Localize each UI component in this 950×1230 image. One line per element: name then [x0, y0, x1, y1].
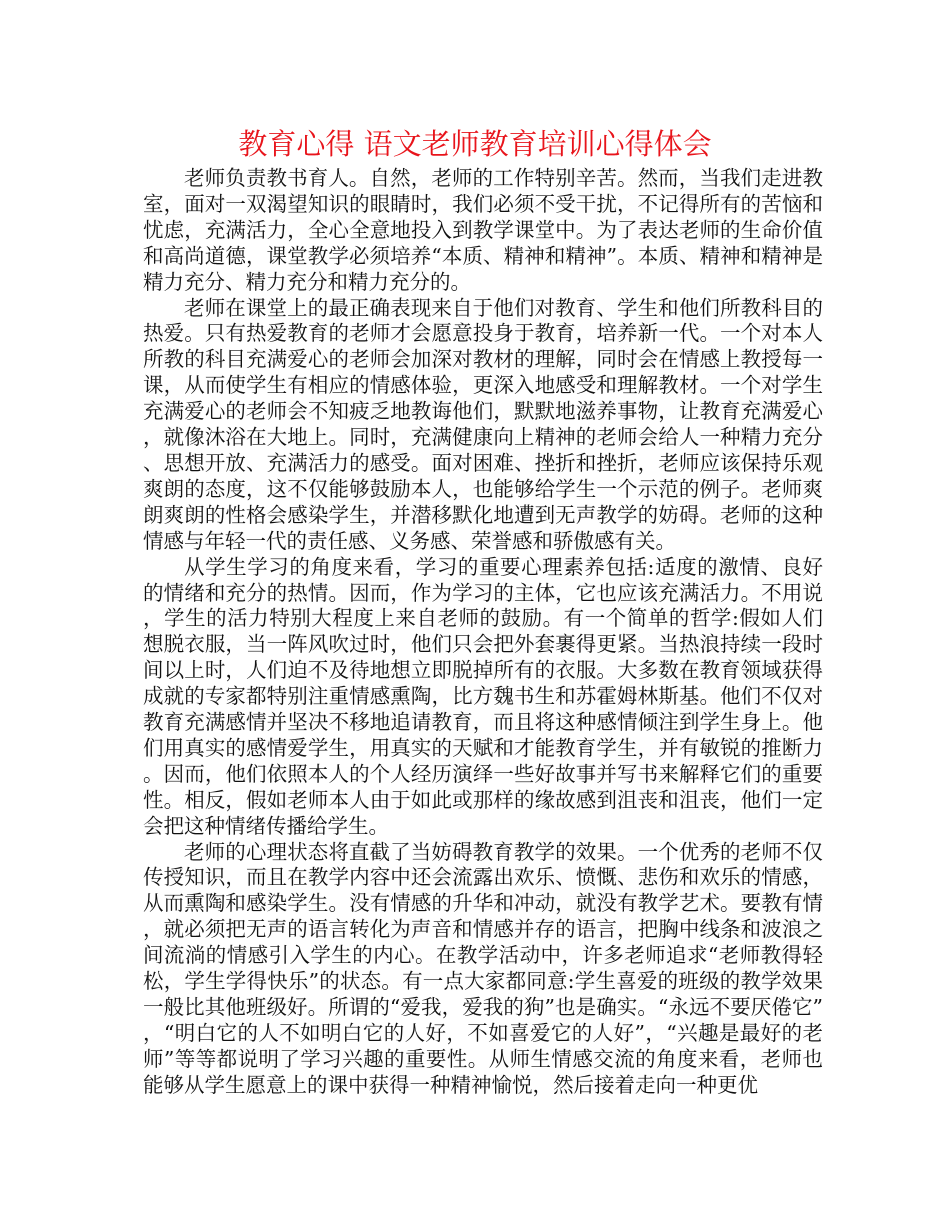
document-body: [143, 166, 823, 1099]
document-title: 教育心得 语文老师教育培训心得体会: [238, 127, 712, 161]
paragraph-1: 老师负责教书育人。自然，老师的工作特别辛苦。然而，当我们走进教室，面对一双渴望知识的眼睛时，我们必须不受干扰，不记得所有的苦恼和忧虑，充满活力，全心全意地投入到教学课堂中。为了表达老师的生命价值和高尚道德，课堂教学必须培养“本质、精神和精神”。本质、精神和精神是精力充分、精力充分和精力充分的。: [143, 166, 823, 294]
paragraph-2: 老师在课堂上的最正确表现来自于他们对教育、学生和他们所教科目的热爱。只有热爱教育的老师才会愿意投身于教育，培养新一代。一个对本人所教的科目充满爱心的老师会加深对教材的理解，同时会在情感上教授每一课，从而使学生有相应的情感体验，更深入地感受和理解教材。一个对学生充满爱心的老师会不知疲乏地教诲他们，默默地滋养事物，让教育充满爱心，就像沐浴在大地上。同时，充满健康向上精神的老师会给人一种精力充分、思想开放、充满活力的感受。面对困难、挫折和挫折，老师应该保持乐观爽朗的态度，这不仅能够鼓励本人，也能够给学生一个示范的例子。老师爽朗爽朗的性格会感染学生，并潜移默化地遭到无声教学的妨碍。老师的这种情感与年轻一代的责任感、义务感、荣誉感和骄傲感有关。: [143, 295, 823, 553]
paragraph-4: 老师的心理状态将直截了当妨碍教育教学的效果。一个优秀的老师不仅传授知识，而且在教学内容中还会流露出欢乐、愤慨、悲伤和欢乐的情感，从而熏陶和感染学生。没有情感的升华和冲动，就没有教学艺术。要教有情，就必须把无声的语言转化为声音和情感并存的语言，把胸中线条和波浪之间流淌的情感引入学生的内心。在教学活动中，许多老师追求“老师教得轻松，学生学得快乐”的状态。有一点大家都同意:学生喜爱的班级的教学效果一般比其他班级好。所谓的“爱我，爱我的狗”也是确实。“永远不要厌倦它”，“明白它的人不如明白它的人好，不如喜爱它的人好”，“兴趣是最好的老师”等等都说明了学习兴趣的重要性。从师生情感交流的角度来看，老师也能够从学生愿意上的课中获得一种精神愉悦，然后接着走向一种更优: [143, 839, 823, 1097]
paragraph-3: 从学生学习的角度来看，学习的重要心理素养包括:适度的激情、良好的情绪和充分的热情。因而，作为学习的主体，它也应该充满活力。不用说，学生的活力特别大程度上来自老师的鼓励。有一个简单的哲学:假如人们想脱衣服，当一阵风吹过时，他们只会把外套裹得更紧。当热浪持续一段时间以上时，人们迫不及待地想立即脱掉所有的衣服。大多数在教育领域获得成就的专家都特别注重情感熏陶，比方魏书生和苏霍姆林斯基。他们不仅对教育充满感情并坚决不移地追请教育，而且将这种感情倾注到学生身上。他们用真实的感情爱学生，用真实的天赋和才能教育学生，并有敏锐的推断力。因而，他们依照本人的个人经历演绎一些好故事并写书来解释它们的重要性。相反，假如老师本人由于如此或那样的缘故感到沮丧和沮丧，他们一定会把这种情绪传播给学生。: [143, 554, 823, 838]
